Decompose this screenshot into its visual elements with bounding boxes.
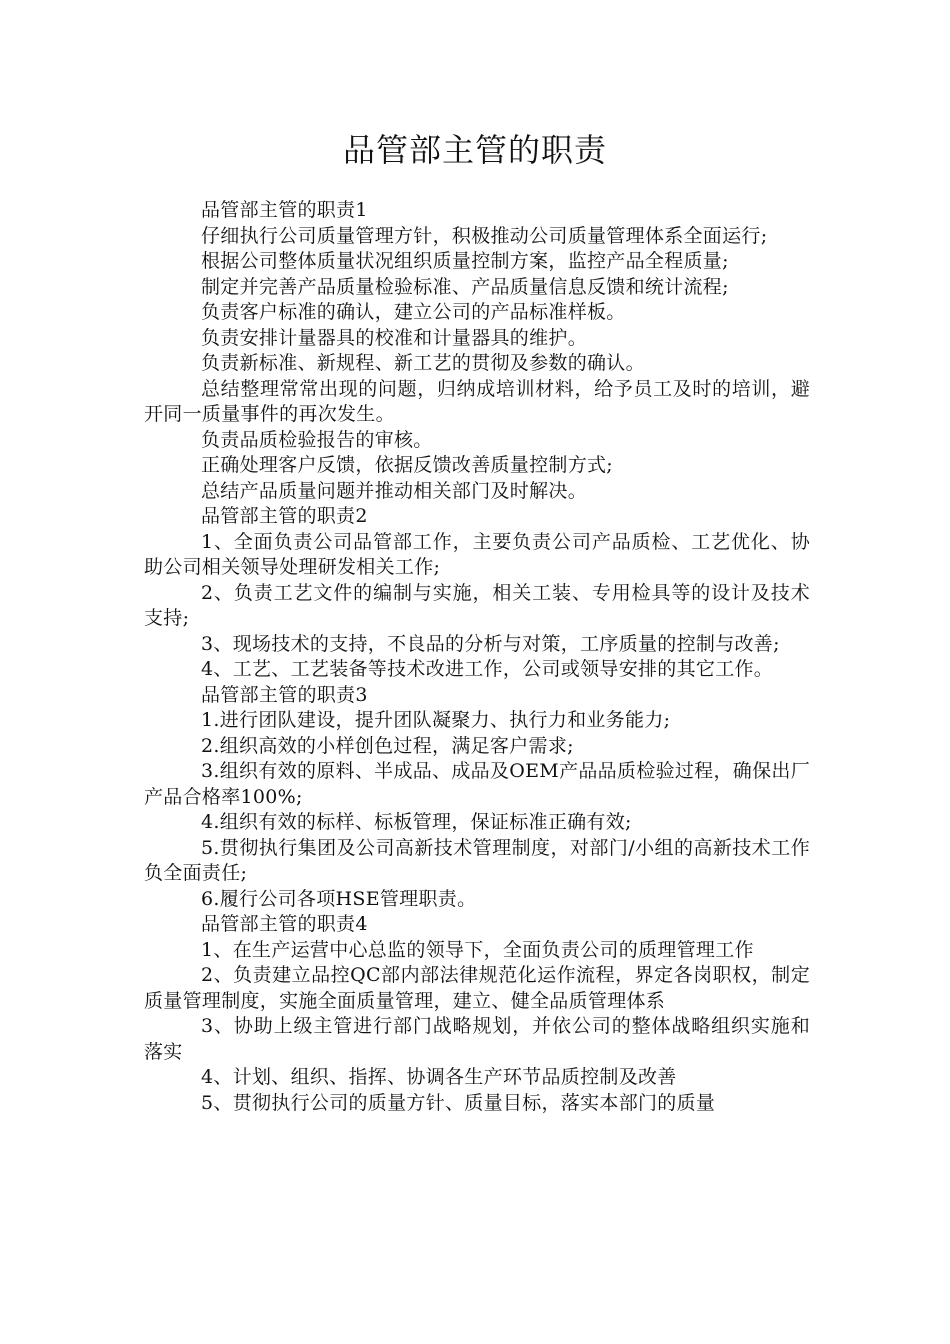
paragraph: 1.进行团队建设，提升团队凝聚力、执行力和业务能力; bbox=[201, 709, 671, 731]
paragraph: 总结整理常常出现的问题，归纳成培训材料，给予员工及时的培训，避开同一质量事件的再次发生。 bbox=[144, 377, 810, 425]
section-heading-3: 品管部主管的职责3 bbox=[201, 683, 368, 706]
paragraph: 2、负责建立品控QC部内部法律规范化运作流程，界定各岗职权，制定质量管理制度，实施全面质量管理，建立、健全品质管理体系 bbox=[144, 964, 810, 1012]
section-heading-1: 品管部主管的职责1 bbox=[201, 199, 368, 221]
paragraph: 3.组织有效的原料、半成品、成品及OEM产品品质检验过程，确保出厂产品合格率100%; bbox=[144, 760, 810, 808]
paragraph: 1、在生产运营中心总监的领导下，全面负责公司的质理管理工作 bbox=[201, 938, 754, 961]
paragraph: 1、全面负责公司品管部工作，主要负责公司产品质检、工艺优化、协助公司相关领导处理研发相关工作; bbox=[144, 530, 810, 578]
section-heading-2: 品管部主管的职责2 bbox=[201, 505, 368, 527]
paragraph: 总结产品质量问题并推动相关部门及时解决。 bbox=[201, 479, 588, 502]
document-body bbox=[144, 198, 810, 1116]
section-heading-4: 品管部主管的职责4 bbox=[201, 913, 368, 935]
paragraph: 2.组织高效的小样创色过程，满足客户需求; bbox=[201, 734, 574, 757]
paragraph: 5、贯彻执行公司的质量方针、质量目标，落实本部门的质量 bbox=[201, 1091, 716, 1114]
paragraph: 4.组织有效的标样、标板管理，保证标准正确有效; bbox=[201, 811, 632, 833]
paragraph: 6.履行公司各项HSE管理职责。 bbox=[201, 887, 477, 910]
paragraph: 正确处理客户反馈，依据反馈改善质量控制方式; bbox=[201, 454, 614, 476]
paragraph: 4、计划、组织、指挥、协调各生产环节品质控制及改善 bbox=[201, 1066, 677, 1088]
paragraph: 4、工艺、工艺装备等技术改进工作，公司或领导安排的其它工作。 bbox=[201, 658, 774, 680]
document-title: 品管部主管的职责 bbox=[342, 131, 607, 169]
paragraph: 5.贯彻执行集团及公司高新技术管理制度，对部门/小组的高新技术工作负全面责任; bbox=[144, 836, 810, 884]
paragraph: 2、负责工艺文件的编制与实施，相关工装、专用检具等的设计及技术支持; bbox=[144, 581, 810, 629]
paragraph: 制定并完善产品质量检验标准、产品质量信息反馈和统计流程; bbox=[201, 275, 729, 298]
paragraph: 根据公司整体质量状况组织质量控制方案，监控产品全程质量; bbox=[201, 250, 729, 272]
paragraph: 负责新标准、新规程、新工艺的贯彻及参数的确认。 bbox=[201, 352, 645, 374]
paragraph: 负责客户标准的确认，建立公司的产品标准样板。 bbox=[201, 301, 626, 323]
paragraph: 3、协助上级主管进行部门战略规划，并依公司的整体战略组织实施和落实 bbox=[144, 1015, 810, 1063]
paragraph: 3、现场技术的支持，不良品的分析与对策，工序质量的控制与改善; bbox=[201, 632, 780, 655]
paragraph: 仔细执行公司质量管理方针，积极推动公司质量管理体系全面运行; bbox=[201, 224, 768, 247]
paragraph: 负责品质检验报告的审核。 bbox=[201, 428, 433, 451]
paragraph: 负责安排计量器具的校准和计量器具的维护。 bbox=[201, 326, 588, 349]
